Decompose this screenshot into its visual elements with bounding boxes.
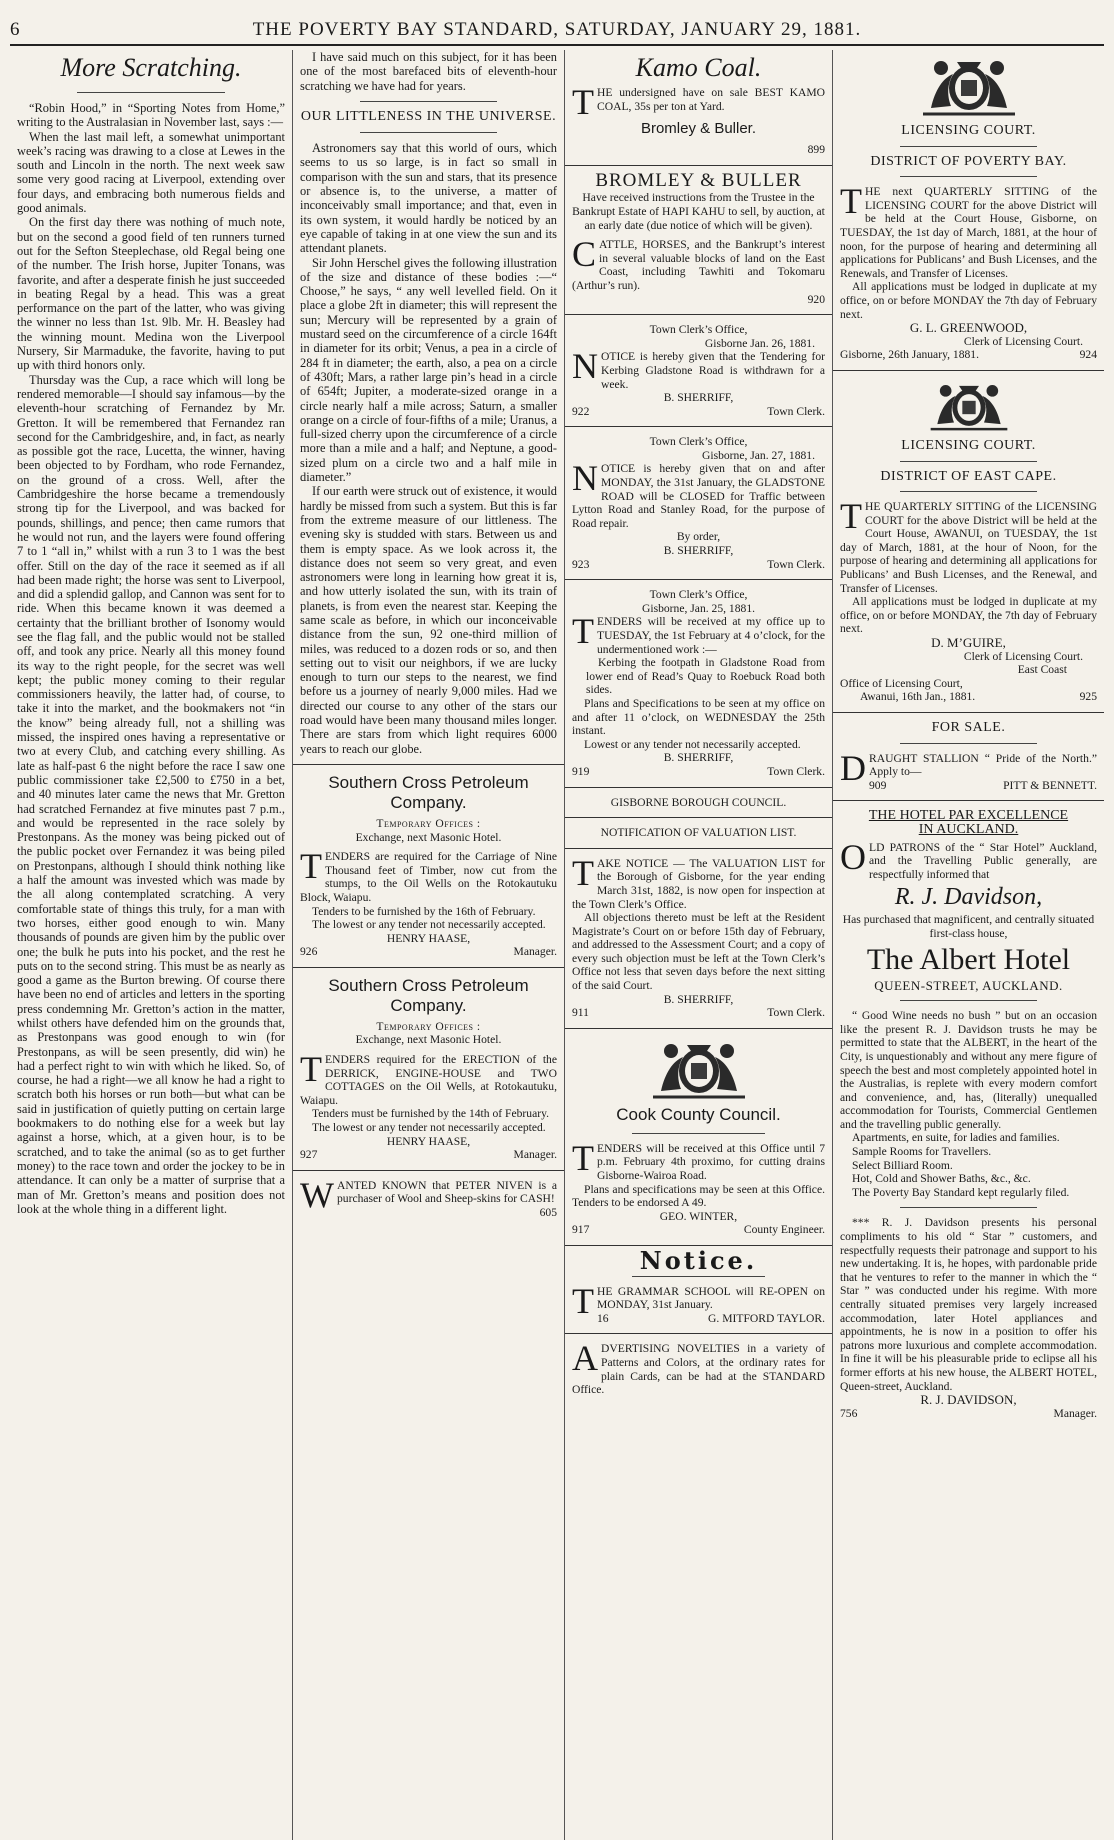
notice-plans: Plans and Specifications to be seen at my office on and after 11 o’clock, on WEDNESDAY the 25th instant. (572, 696, 825, 738)
licensing-number: 924 (1079, 348, 1097, 362)
licensing-court-heading: LICENSING COURT. (901, 123, 1036, 138)
hotel-owner-name: R. J. Davidson, (894, 884, 1043, 911)
divider (833, 712, 1104, 713)
hotel-signer: R. J. DAVIDSON, (920, 1392, 1017, 1408)
ad-title-cook-county: Cook County Council. (616, 1104, 781, 1124)
hotel-role: Manager. (1053, 1406, 1097, 1420)
notice-date: Gisborne Jan. 26, 1881. (704, 336, 815, 350)
district-heading: DISTRICT OF POVERTY BAY. (870, 153, 1067, 169)
divider (293, 967, 564, 968)
notice-923 (572, 435, 825, 571)
ad-body: TENDERS will be received at this Office until 7 p.m. February 4th proximo, for cutting drains Gisborne-Wairoa Road. (572, 1137, 825, 1183)
ad-number: 899 (807, 143, 825, 157)
divider (565, 426, 832, 427)
hotel-number: 756 (840, 1406, 858, 1420)
hotel-intro: OLD PATRONS of the “ Star Hotel” Auckland, and the Travelling Public generally, are respectfully informed that (840, 836, 1097, 881)
licensing-signer: G. L. GREENWOOD, (909, 320, 1028, 336)
ad-role: County Engineer. (743, 1223, 825, 1237)
for-sale-body: DRAUGHT STALLION “ Pride of the North.” Apply to— (840, 747, 1097, 788)
ad-lowest: The lowest or any tender not necessarily accepted. (312, 1121, 546, 1135)
notice-date: Gisborne, Jan. 25, 1881. (641, 601, 756, 615)
ad-furnish: Tenders to be furnished by the 16th of February. (312, 904, 536, 918)
divider (565, 1028, 832, 1029)
ad-offices: Temporary Offices : (376, 1019, 481, 1033)
article-heading-more-scratching: More Scratching. (60, 53, 242, 82)
ad-address: Exchange, next Masonic Hotel. (355, 830, 502, 844)
ad-offices: Temporary Offices : (376, 816, 481, 830)
notice-number: 919 (572, 764, 590, 778)
notice-number: 16 (597, 1311, 609, 1325)
divider (632, 1276, 765, 1277)
licensing-signer: D. M’GUIRE, (931, 635, 1006, 651)
coat-of-arms-icon (919, 379, 1019, 431)
ad-number: 605 (539, 1206, 557, 1220)
notice-heading: Notice. (639, 1246, 758, 1275)
ad-number: 926 (300, 945, 318, 959)
article-paragraph: Sir John Herschel gives the following illustration of the size and distance of these bodies :—“ Choose,” he says, “ any well levelled field. On it place a globe 2ft in diameter; this will represent the sun; Mercury will be represented by a grain of mustard seed on the circumference of a circle 164ft in diameter for its orbit; Venus, a pea in a circle of 284 ft in diameter; the earth, also, a pea on a circle of 430ft; Mars, a rather large pin’s head in a circle of 654ft; Jupiter, a moderate-sized orange in a circle nearly half a mile across; Saturn, a smaller orange on a circle of four-fifths of a mile; Uranus, a full-sized cherry upon the circumference of a circle more than a mile and a half; and Neptune, a good-sized plum on a circle two and a half mile in diameter.” (300, 255, 557, 485)
coat-of-arms-icon (909, 54, 1029, 116)
column-1 (10, 50, 292, 1840)
ad-title-bromley-buller: BROMLEY & BULLER (595, 169, 802, 191)
ad-southern-cross-2 (300, 976, 557, 1162)
ad-southern-cross-1 (300, 773, 557, 959)
licensing-place: East Coast (1017, 663, 1067, 677)
ad-title-kamo-coal: Kamo Coal. (635, 53, 762, 82)
licensing-role: Clerk of Licensing Court. (963, 334, 1083, 348)
ad-lowest: The lowest or any tender not necessarily accepted. (312, 918, 546, 932)
divider (565, 579, 832, 580)
ad-body: WANTED KNOWN that PETER NIVEN is a purchaser of Wool and Sheep-skins for CASH! (300, 1174, 557, 1215)
notice-role: Town Clerk. (767, 404, 825, 418)
divider (900, 176, 1037, 177)
divider (833, 800, 1104, 801)
notice-signer: B. SHERRIFF, (663, 751, 734, 765)
ad-wanted-known (300, 1174, 557, 1220)
licensing-office: Office of Licensing Court, (840, 676, 963, 690)
divider (565, 1333, 832, 1334)
ad-plans: Plans and specifications may be seen at this Office. Tenders to be endorsed A 49. (572, 1182, 825, 1210)
licensing-body-2: All applications must be lodged in duplicate at my office, on or before MONDAY, the 7th day of February next. (840, 595, 1097, 636)
divider (565, 314, 832, 315)
ad-signer: Bromley & Buller. (640, 120, 757, 138)
hotel-standard: The Poverty Bay Standard kept regularly filed. (852, 1185, 1070, 1199)
licensing-body-2: All applications must be lodged in duplicate at my office, on or before MONDAY the 7th day of February next. (840, 280, 1097, 321)
divider (293, 1170, 564, 1171)
valuation-role: Town Clerk. (767, 1006, 825, 1020)
hotel-heading: THE HOTEL PAR EXCELLENCE (868, 808, 1069, 824)
ad-signer: HENRY HAASE, (386, 931, 471, 945)
notice-date: Gisborne, Jan. 27, 1881. (701, 448, 815, 462)
ad-body: CATTLE, HORSES, and the Bankrupt’s interest in several valuable blocks of land on the East Coast, including Tawhiti and Tokomaru (Arthur’s run). (572, 234, 825, 292)
hotel-apartments: Apartments, en suite, for ladies and families. (852, 1131, 1060, 1145)
divider (900, 491, 1037, 492)
divider (360, 101, 497, 102)
column-3 (564, 50, 832, 1840)
ad-intro: Have received instructions from the Trustee in the Bankrupt Estate of HAPI KAHU to sell, by auction, at an early date (due notice of which will be given). (572, 191, 825, 232)
ad-role: Manager. (513, 1148, 557, 1162)
divider (360, 132, 497, 133)
notice-919 (572, 588, 825, 778)
licensing-role: Clerk of Licensing Court. (963, 649, 1083, 663)
hotel-billiard: Select Billiard Room. (852, 1158, 953, 1172)
divider (900, 146, 1037, 147)
notice-body: TENDERS will be received at my office up to TUESDAY, the 1st February at 4 o’clock, for the undermentioned work :— (572, 611, 825, 656)
ad-body: TENDERS required for the ERECTION of the DERRICK, ENGINE-HOUSE and TWO COTTAGES on the Oil Wells, at Rotokautuku, Waiapu. (300, 1049, 557, 1107)
for-sale-number: 909 (869, 778, 887, 792)
divider (565, 817, 832, 818)
divider (900, 461, 1037, 462)
hotel-purchase: Has purchased that magnificent, and centrally situated first-class house, (842, 913, 1095, 940)
article-paragraph: Thursday was the Cup, a race which will long be rendered memorable—I should say infamous—by the eleventh-hour scratching of Fernandez by Mr. Gretton. It will be remembered that Fernandez ran second for the Cambridgeshire, and, in fact, as nearly as possible got the race, Lucetta, the winner, having been objected to by Fordham, who rode Fernandez, on the ground of a cross. Well, after the Cambridgeshire the horse became a tremendously strong tip for the Liverpool, and was backed for pounds, shillings, and pence; then came rumors that he would not run, and the layers were found offering 7 to 1 “all in,” whilst with a run 3 to 1 was the best offer. Still on the day of the race it seemed as if all had been made right; the horse was sent to Liverpool, and did a splendid gallop, and Cannon was sent for to ride. When this became known it was deemed a certainty that the brilliant brother of Isonomy would see the flag fall, and the public would not be stalled off, and took any price. Nearly all this money found its way to the right people, for the secret was well kept; the public money coming to their regular commissioners heavily, the latter had, of course, to take it into the market, and the bookmakers not “in the know” being already full, not a shilling was missed, the inspired ones having a representative or two at every Club, and catching every shilling. As late as half-past 6 the night before the race I saw one public commissioner take £2,500 to £750 in a bet, and 40 minutes later came the news that Mr. Gretton had scratched Fernandez at five minutes past 7 p.m., and would be represented in the race solely by Prestonpans. As the money was being picked out of the public pocket over Fernandez it was being piled on Prestonpans, although I should think nothing like a half the amount was invested which was made by the all along contemplated scratching. A very comfortable state of things this truly, for a man with two horses, either good enough to win. Many thousands of pounds are given him by the public over one; the bulk he puts into his pocket, and the rest he puts on to the second string. This must be as nearly as good a game as the Burton brewing. Of course there have been no end of articles and letters in the sporting press condemning Mr. Gretton’s action in the matter, whilst others have defended him on the grounds that, as Prestonpans was good enough to win (for Prestonpans, as will be seen presently, did win) he had a perfect right to win with which he liked. So, of course, he had a right—we all know he had a right to scratch both his horses or run both—but what can be said in justification of quietly putting on certain large bookmakers to do nothing else for a week but lay against a horse, which, at a given hour, is to be scratched, and to take the animal (so as to get further money) to the race town and order the jockey to be in attendance. It can only be a matter of surprise that a man of Mr. Gretton’s means and position does not look at the whole thing in a different light. (17, 372, 285, 1216)
ad-signer: HENRY HAASE, (386, 1134, 471, 1148)
article-paragraph: Astronomers say that this world of ours, which seems to us so large, is in fact so small in comparison with the sun and stars, that its presence or absence is, to the universe, a matter of inconceivably small importance; and that, even in its own system, it would hardly be noticed by an eye capable of taking in at one view the sun and its attendant planets. (300, 141, 557, 256)
for-sale-heading: FOR SALE. (931, 720, 1006, 735)
ad-title: Southern Cross Petroleum Company. (328, 772, 529, 812)
ad-furnish: Tenders must be furnished by the 14th of February. (312, 1107, 550, 1121)
hotel-baths: Hot, Cold and Shower Baths, &c., &c. (852, 1172, 1031, 1186)
for-sale-signer: PITT & BENNETT. (1003, 778, 1097, 792)
hotel-subheading: IN AUCKLAND. (918, 821, 1019, 837)
divider (632, 1133, 765, 1134)
hotel-paragraph-2: *** R. J. Davidson presents his personal compliments to his old “ Star ” customers, and respectfully requests their patronage and support to his new undertaking. It is, he hopes, with pardonable pride that he ventures to refer to the manner in which the “ Star ” was conducted under his regime. With more centrally situated premises very largely increased accommodation, later Hotel appliances and appointments, he is now in a position to offer his patrons more luxurious and complete accommodation. In fine it will be his pleasurable pride to eclipse all his former efforts at his new house, the ALBERT HOTEL, Queen-street, Auckland. (840, 1216, 1097, 1393)
divider (565, 848, 832, 849)
ad-body: THE undersigned have on sale BEST KAMO COAL, 35s per ton at Yard. (572, 82, 825, 122)
notice-order: By order, (676, 530, 721, 544)
notice-office: Town Clerk’s Office, (649, 588, 748, 602)
valuation-heading: NOTIFICATION OF VALUATION LIST. (600, 826, 797, 840)
albert-hotel-street: QUEEN-STREET, AUCKLAND. (874, 977, 1063, 993)
article-paragraph: On the first day there was nothing of much note, but on the second a good field of ten runners turned out for the Sefton Steeplechase, old Regal being one of the number. The Irish horse, Jupiter Tonans, was favorite, and after a desperate finish he just succeeded in beating Regal by a head. This was a great performance on the part of the latter, who was giving the winner no less than 1st. 9lb. Mr. H. Beasley had the winning mount. Medina won the Liverpool Nursery, Sir Marmaduke, the favorite, having to put up with third honors only. (17, 215, 285, 373)
licensing-court-heading: LICENSING COURT. (901, 437, 1036, 453)
ad-body: TENDERS are required for the Carriage of Nine Thousand feet of Timber, now cut from the stumps, to the Oil Wells on the Rotokautuku Block, Waiapu. (300, 846, 557, 904)
notice-office: Town Clerk’s Office, (649, 435, 748, 449)
ad-advertising-novelties: ADVERTISING NOVELTIES in a variety of Patterns and Colors, at the ordinary rates for plain Cards, can be had at the STANDARD Office. (572, 1338, 825, 1397)
divider (900, 743, 1037, 744)
divider (900, 1000, 1037, 1001)
page-number: 6 (10, 19, 21, 40)
ad-number: 927 (300, 1148, 318, 1162)
notice-body: NOTICE is hereby given that on and after MONDAY, the 31st January, the GLADSTONE ROAD will be CLOSED for Traffic between Lytton Road and Stanley Road, for the purpose of Road repair. (572, 458, 825, 530)
divider (900, 1207, 1037, 1208)
divider (77, 92, 225, 93)
notice-role: Town Clerk. (767, 764, 825, 778)
notice-work: Kerbing the footpath in Gladstone Road from lower end of Read’s Quay to Roebuck Road both sides. (586, 656, 825, 697)
masthead-title: THE POVERTY BAY STANDARD, SATURDAY, JANUARY 29, 1881. (252, 19, 862, 40)
notice-signer: B. SHERRIFF, (663, 391, 734, 405)
ad-signer: GEO. WINTER, (659, 1209, 738, 1223)
columns (10, 50, 1104, 1840)
valuation-signer: B. SHERRIFF, (663, 992, 734, 1006)
licensing-date: Gisborne, 26th January, 1881. (840, 348, 979, 362)
divider (565, 165, 832, 166)
notice-body: NOTICE is hereby given that the Tendering for Kerbing Gladstone Road is withdrawn for a week. (572, 346, 825, 391)
licensing-body: THE next QUARTERLY SITTING of the LICENSING COURT for the above District will be held at the Court House, Gisborne, on TUESDAY, the 1st day of March, 1881, at the hour of noon, for the purpose of hearing and determining all applications for Publicans’ and Bush Licenses, and the Renewals, and Transfer of Licenses. (840, 181, 1097, 280)
notice-lowest: Lowest or any tender not necessarily accepted. (584, 737, 801, 751)
coat-of-arms-icon (639, 1037, 759, 1099)
valuation-body: TAKE NOTICE — The VALUATION LIST for the Borough of Gisborne, for the year ending March 31st, 1882, is now open for inspection at the Town Clerk’s Office. (572, 852, 825, 911)
ad-address: Exchange, next Masonic Hotel. (355, 1033, 502, 1047)
valuation-number: 911 (572, 1006, 589, 1020)
notice-number: 923 (572, 557, 590, 571)
ad-role: Manager. (513, 945, 557, 959)
ad-title: Southern Cross Petroleum Company. (328, 975, 529, 1015)
notice-signer: G. MITFORD TAYLOR. (708, 1311, 825, 1325)
licensing-body: THE QUARTERLY SITTING of the LICENSING COURT for the above District will be held at the Court House, AWANUI, on TUESDAY, the 1st day of March, 1881, at the hour of Noon, for the purpose of hearing and determining all applications for Publicans’ and Bush Licenses, and the Renewal, and Transfer of Licenses. (840, 496, 1097, 595)
ad-number: 917 (572, 1223, 590, 1237)
divider (565, 787, 832, 788)
district-heading: DISTRICT OF EAST CAPE. (880, 468, 1057, 484)
column-4 (832, 50, 1104, 1840)
ad-number: 920 (807, 292, 825, 306)
notice-office: Town Clerk’s Office, (649, 323, 748, 337)
masthead (10, 18, 1104, 46)
article-paragraph: “Robin Hood,” in “Sporting Notes from Home,” writing to the Australasian in November last, says :— (17, 101, 285, 130)
notice-body: THE GRAMMAR SCHOOL will RE-OPEN on MONDAY, 31st January. (572, 1280, 825, 1321)
licensing-number: 925 (1079, 690, 1097, 704)
article-paragraph: If our earth were struck out of existence, it would hardly be missed from such a system. But this is far from the extreme measure of our littleness. The evening sky is studded with stars. Between us and them is empty space. As we look across it, the distance does not seem so very great, and even astronomers were long in learning how great it is, and how utterly isolated the sun, with its train of planets, is from even the nearest star. Keeping the same scale as before, in which our inconceivable distance from the sun, 92 one-third million of miles, was reduced to a dozen rods or so, and then setting out to visit our neighbors, if we are lucky enough to turn our steps to the nearest, we find before us a journey of nearly 9,000 miles. Had we directed our course to any other of the stars our road would have been many thousand miles longer. There are stars from which light requires 6000 years to reach our globe. (300, 484, 557, 756)
hotel-rooms: Sample Rooms for Travellers. (852, 1145, 992, 1159)
column-2 (292, 50, 564, 1840)
divider (293, 764, 564, 765)
council-heading: GISBORNE BOROUGH COUNCIL. (610, 795, 787, 809)
article-paragraph: I have said much on this subject, for it has been one of the most barefaced bits of eleventh-hour scratching we have had for years. (300, 50, 557, 93)
article-heading-littleness: OUR LITTLENESS IN THE UNIVERSE. (300, 108, 557, 124)
divider (833, 370, 1104, 371)
hotel-paragraph: “ Good Wine needs no bush ” but on an occasion like the present R. J. Davidson trusts he may be permitted to state that the ALBERT, in the heart of the City, is unquestionably and without any mere figure of speech the best and most completely appointed hotel in the Australias, is replete with every modern comfort and convenience, and, has, (literally) unequalled accommodation for Tourists, Commercial Gentlemen and the travelling public generally. (840, 1009, 1097, 1131)
albert-hotel-title: The Albert Hotel (866, 942, 1071, 976)
article-paragraph: When the last mail left, a somewhat unimportant week’s racing was drawing to a close at Lewes in the south and Lincoln in the north. The next week saw some very good racing at Liverpool, extending over four days, and embracing both numerous fields and good animals. (17, 129, 285, 216)
notice-number: 922 (572, 404, 590, 418)
notice-role: Town Clerk. (767, 557, 825, 571)
licensing-date: Awanui, 16th Jan., 1881. (860, 690, 976, 704)
valuation-body-2: All objections thereto must be left at the Resident Magistrate’s Court on or before 15th day of February, and addressed to the Assessment Court; and a copy of every such objection must be left at the Town Clerk’s Office not less that seven days before the next sitting of the said Court. (572, 911, 825, 993)
notice-signer: B. SHERRIFF, (663, 544, 734, 558)
notice-922 (572, 323, 825, 418)
